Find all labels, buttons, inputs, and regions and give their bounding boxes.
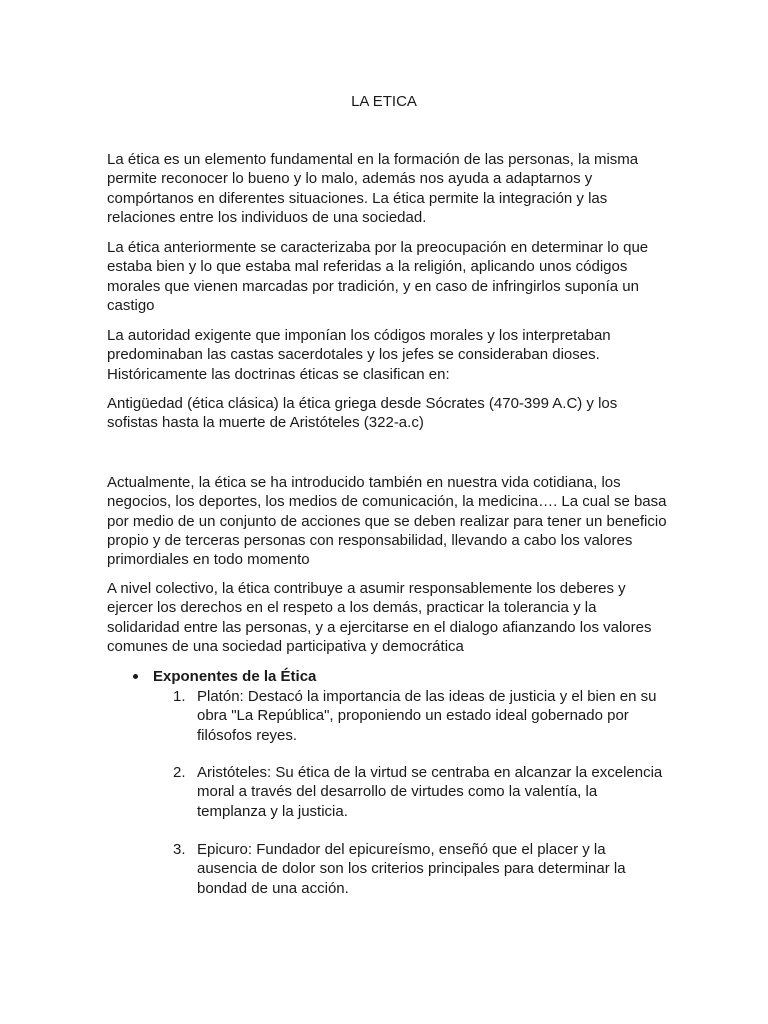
- paragraph-authority: La autoridad exigente que imponían los códigos morales y los interpretaban predominaban las castas sacerdotales y los jefes se consideraban dioses. Históricamente las doctrinas éticas se clasifican en:: [107, 327, 611, 383]
- bullet-item: [107, 667, 667, 686]
- paragraph-current: Actualmente, la ética se ha introducido también en nuestra vida cotidiana, los negocios, los deportes, los medios de comunicación, la medicina…. La cual se basa por medio de un conjunto de acciones que se deben realizar para tener un beneficio propio y de terceras personas con responsabilidad, llevando a cabo los valores primordiales en todo momento: [107, 474, 667, 569]
- list-item-text: Platón: Destacó la importancia de las ideas de justicia y el bien en su obra "La República", proponiendo un estado ideal gobernado por filósofos reyes.: [197, 688, 657, 744]
- paragraph-collective: A nivel colectivo, la ética contribuye a asumir responsablemente los deberes y ejercer los derechos en el respeto a los demás, practicar la tolerancia y la solidaridad entre las personas, y a ejercitarse en el dialogo afianzando los valores comunes de una sociedad participativa y democrática: [107, 580, 652, 655]
- exponents-list: [107, 667, 667, 897]
- bullet-heading: Exponentes de la Ética: [153, 668, 317, 685]
- list-item-text: Epicuro: Fundador del epicureísmo, enseñó que el placer y la ausencia de dolor son los criterios principales para determinar la bondad de una acción.: [197, 841, 626, 897]
- list-item-number: 1.: [173, 688, 186, 705]
- paragraph-antiquity: Antigüedad (ética clásica) la ética griega desde Sócrates (470-399 A.C) y los sofistas hasta la muerte de Aristóteles (322-a.c): [107, 395, 618, 432]
- bullet-icon: [133, 674, 138, 679]
- paragraph-intro: La ética es un elemento fundamental en la formación de las personas, la misma permite reconocer lo bueno y lo malo, además nos ayuda a adaptarnos y compórtanos en diferentes situaciones. La ética permite la integración y las relaciones entre los individuos de una sociedad.: [107, 151, 639, 226]
- list-item-number: 2.: [173, 764, 186, 781]
- list-item-number: 3.: [173, 841, 186, 858]
- list-item-text: Aristóteles: Su ética de la virtud se centraba en alcanzar la excelencia moral a través del desarrollo de virtudes como la valentía, la templanza y la justicia.: [197, 764, 663, 820]
- document-title: LA ETICA: [351, 93, 417, 110]
- paragraph-history: La ética anteriormente se caracterizaba por la preocupación en determinar lo que estaba bien y lo que estaba mal referidas a la religión, aplicando unos códigos morales que vienen marcadas por tradición, y en caso de infringirlos suponía un castigo: [107, 239, 649, 314]
